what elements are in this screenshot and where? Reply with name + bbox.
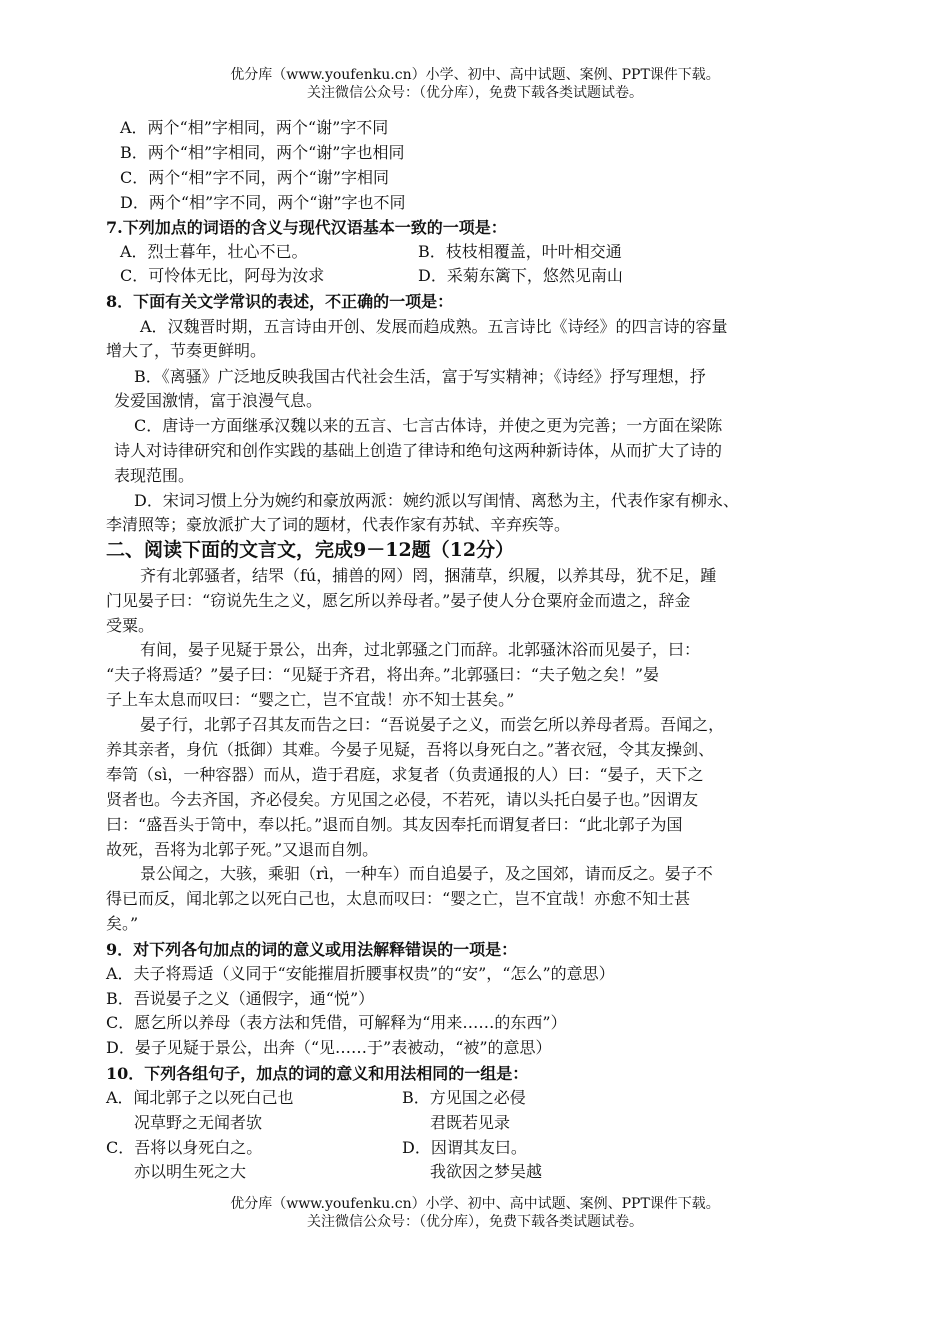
page-header bbox=[0, 66, 950, 102]
section-2-title: 二、阅读下面的文言文，完成9－12题（12分） bbox=[106, 539, 515, 561]
passage-line: 得已而反，闻北郭之以死白己也，太息而叹曰：“婴之亡，岂不宜哉！亦愈不知士甚 bbox=[106, 889, 691, 908]
passage-line: 受粟。 bbox=[106, 616, 155, 635]
passage-line: 景公闻之，大骇，乘驲（rì，一种车）而自追晏子，及之国郊，请而反之。晏子不 bbox=[140, 864, 713, 883]
passage-line: 贤者也。今去齐国，齐必侵矣。方见国之必侵，不若死，请以头托白晏子也。”因谓友 bbox=[106, 790, 699, 809]
q8-line: 李清照等；豪放派扩大了词的题材，代表作家有苏轼、辛弃疾等。 bbox=[106, 515, 571, 534]
q8-line: D．宋词习惯上分为婉约和豪放两派：婉约派以写闺情、离愁为主，代表作家有柳永、 bbox=[134, 491, 739, 510]
footer-line-2: 关注微信公众号：（优分库），免费下载各类试题试卷。 bbox=[307, 1214, 643, 1230]
passage-line: 子上车太息而叹曰：“婴之亡，岂不宜哉！亦不知士甚矣。” bbox=[106, 690, 515, 709]
q8-stem: 8．下面有关文学常识的表述，不正确的一项是： bbox=[106, 292, 454, 311]
passage-line: 矣。” bbox=[106, 914, 139, 933]
passage-line: “夫子将焉适？”晏子曰：“见疑于齐君，将出奔。”北郭骚曰：“夫子勉之矣！”晏 bbox=[106, 665, 660, 684]
q7-option-a: A．烈士暮年，壮心不已。 bbox=[120, 242, 308, 261]
header-line-1: 优分库（www.youfenku.cn）小学、初中、高中试题、案例、PPT课件下载。 bbox=[230, 67, 720, 83]
header-line-2: 关注微信公众号：（优分库），免费下载各类试题试卷。 bbox=[307, 85, 643, 101]
q9-option-c: C．愿乞所以养母（表方法和凭借，可解释为“用来……的东西”） bbox=[106, 1013, 567, 1032]
q7-option-d: D．采菊东篱下，悠然见南山 bbox=[418, 266, 623, 285]
q10-option-c-line1: C．吾将以身死白之。 bbox=[106, 1138, 263, 1157]
q7-option-b: B．枝枝相覆盖，叶叶相交通 bbox=[418, 242, 622, 261]
q6-option-c: C．两个“相”字不同，两个“谢”字相同 bbox=[120, 168, 389, 187]
passage-line: 故死，吾将为北郭子死。”又退而自刎。 bbox=[106, 840, 379, 859]
q9-option-a: A．夫子将焉适（义同于“安能摧眉折腰事权贵”的“安”，“怎么”的意思） bbox=[106, 964, 615, 983]
q6-option-a: A．两个“相”字相同，两个“谢”字不同 bbox=[120, 118, 389, 137]
q10-option-b-line2: 君既若见录 bbox=[430, 1113, 511, 1132]
q10-option-a-line2: 况草野之无闻者欤 bbox=[134, 1113, 263, 1132]
q7-stem: 7.下列加点的词语的含义与现代汉语基本一致的一项是： bbox=[106, 218, 507, 237]
passage-line: 有间，晏子见疑于景公，出奔，过北郭骚之门而辞。北郭骚沐浴而见晏子，曰： bbox=[140, 640, 701, 659]
passage-line: 门见晏子曰：“窃说先生之义，愿乞所以养母者。”晏子使人分仓粟府金而遗之，辞金 bbox=[106, 591, 691, 610]
passage-line: 养其亲者，身伉（抵御）其难。今晏子见疑，吾将以身死白之。”著衣冠，令其友操剑、 bbox=[106, 740, 715, 759]
q10-option-d-line1: D．因谓其友曰。 bbox=[402, 1138, 527, 1157]
q9-option-b: B．吾说晏子之义（通假字，通“悦”） bbox=[106, 989, 375, 1008]
q10-option-d-line2: 我欲因之梦吴越 bbox=[430, 1162, 543, 1181]
q8-line: 增大了，节奏更鲜明。 bbox=[106, 341, 267, 360]
q10-option-a-line1: A．闻北郭子之以死白己也 bbox=[106, 1088, 294, 1107]
q8-line: B．《离骚》广泛地反映我国古代社会生活，富于写实精神；《诗经》抒写理想，抒 bbox=[134, 367, 706, 386]
passage-line: 晏子行，北郭子召其友而告之曰：“吾说晏子之义，而尝乞所以养母者焉。吾闻之， bbox=[140, 715, 725, 734]
q10-option-c-line2: 亦以明生死之大 bbox=[134, 1162, 247, 1181]
q8-line: 发爱国激情，富于浪漫气息。 bbox=[114, 391, 323, 410]
q6-option-b: B．两个“相”字相同，两个“谢”字也相同 bbox=[120, 143, 405, 162]
passage-line: 曰：“盛吾头于笥中，奉以托。”退而自刎。其友因奉托而谓复者曰：“此北郭子为国 bbox=[106, 815, 683, 834]
q9-option-d: D．晏子见疑于景公，出奔（“见……于”表被动，“被”的意思） bbox=[106, 1038, 552, 1057]
q10-stem: 10．下列各组句子，加点的词的意义和用法相同的一组是： bbox=[106, 1064, 529, 1083]
q8-line: 诗人对诗律研究和创作实践的基础上创造了律诗和绝句这两种新诗体，从而扩大了诗的 bbox=[114, 441, 723, 460]
q6-option-d: D．两个“相”字不同，两个“谢”字也不同 bbox=[120, 193, 406, 212]
page-footer bbox=[0, 1195, 950, 1231]
q9-stem: 9．对下列各句加点的词的意义或用法解释错误的一项是： bbox=[106, 940, 518, 959]
q8-line: A．汉魏晋时期，五言诗由开创、发展而趋成熟。五言诗比《诗经》的四言诗的容量 bbox=[140, 317, 728, 336]
passage-line: 奉笥（sì，一种容器）而从，造于君庭，求复者（负责通报的人）曰：“晏子，天下之 bbox=[106, 765, 704, 784]
q7-option-c: C．可怜体无比，阿母为汝求 bbox=[120, 266, 325, 285]
q8-line: C．唐诗一方面继承汉魏以来的五言、七言古体诗，并使之更为完善；一方面在梁陈 bbox=[134, 416, 723, 435]
footer-line-1: 优分库（www.youfenku.cn）小学、初中、高中试题、案例、PPT课件下载。 bbox=[230, 1196, 720, 1212]
q8-line: 表现范围。 bbox=[114, 466, 195, 485]
passage-line: 齐有北郭骚者，结罘（fú，捕兽的网）罔，捆蒲草，织履，以养其母，犹不足，踵 bbox=[140, 566, 717, 585]
q10-option-b-line1: B．方见国之必侵 bbox=[402, 1088, 526, 1107]
